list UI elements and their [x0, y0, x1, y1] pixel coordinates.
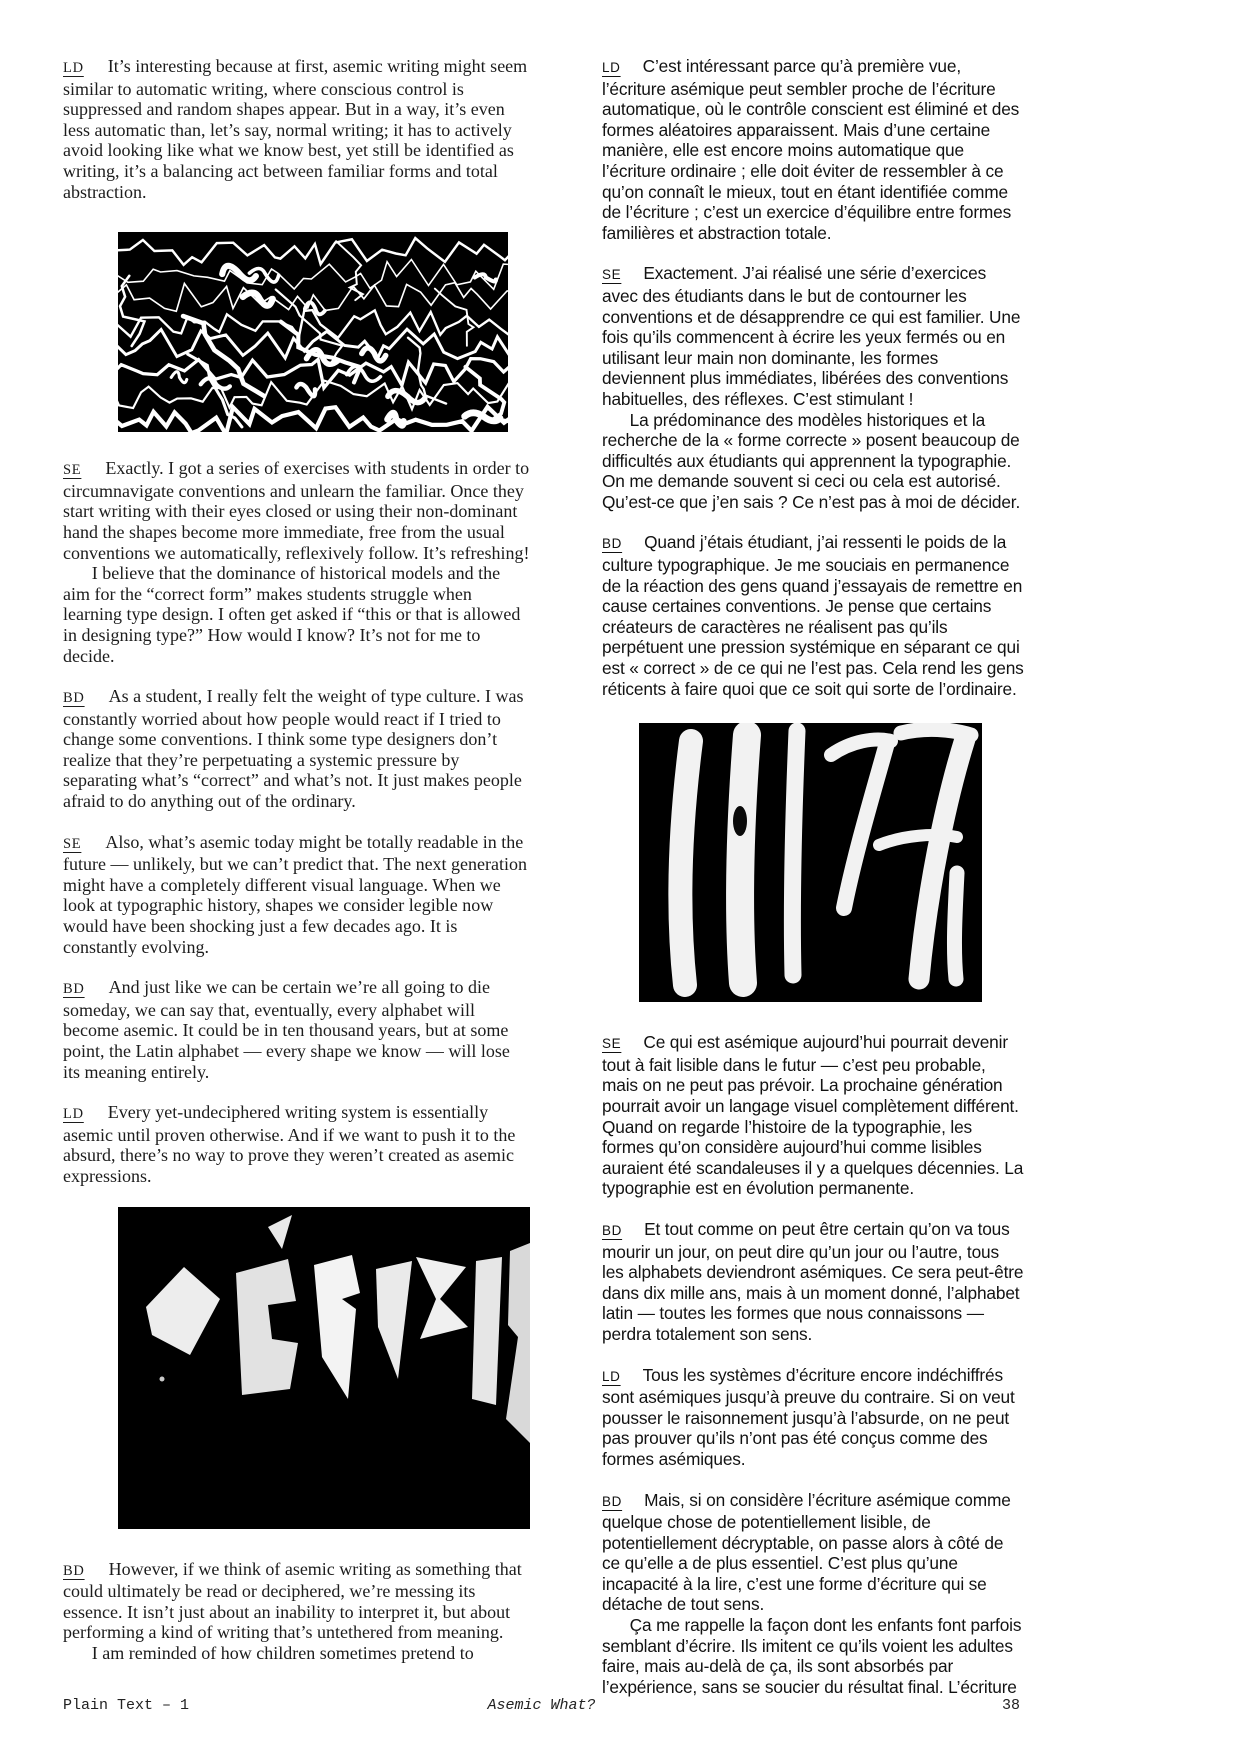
dialogue-continuation: Ça me rappelle la façon dont les enfants font parfois semblant d’écrire. Ils imitent ce qu’ils voient les adultes faire, mais au-delà de ça, ils sont absorbés par l’expérience, sans se soucier du résultat final. L’écriture	[602, 1615, 1022, 1697]
speaker-label: LD	[602, 1368, 621, 1384]
footer-publication-title: Plain Text – 1	[63, 1697, 190, 1714]
dialogue-paragraph	[63, 1102, 530, 1186]
page-footer	[63, 1697, 1020, 1714]
speaker-label: LD	[63, 1106, 84, 1123]
dialogue-continuation: La prédominance des modèles historiques et la recherche de la « forme correcte » posent beaucoup de difficultés aux étudiants qui apprennent la typographie. On me demande souvent si ceci ou cela est autorisé. Qu’est-ce que j’en sais ? Ce n’est pas à moi de décider.	[602, 409, 1021, 512]
dialogue-text: C’est intéressant parce qu’à première vue, l’écriture asémique peut sembler proche de l’écriture automatique, où le contrôle conscient est éliminé et des formes aléatoires apparaissent. Mais d’une certaine manière, elle est encore moins automatique que l’écriture ordinaire ; elle doit éviter de ressembler à ce qu’on connaît le mieux, tout en étant identifiée comme de l’écriture ; c’est un exercice d’équilibre entre formes familières et abstraction totale.	[602, 56, 1020, 243]
dialogue-paragraph	[63, 686, 530, 812]
dialogue-paragraph	[63, 56, 530, 202]
footer-page-number: 38	[1001, 1697, 1020, 1714]
asemic-brush-strokes-figure	[639, 723, 982, 1002]
dialogue-text: However, if we think of asemic writing as something that could ultimately be read or deciphered, we’re messing its essence. It isn’t just about an inability to interpret it, but about performing a kind of writing that’s untethered from meaning.	[63, 1558, 522, 1643]
dialogue-paragraph	[602, 56, 1025, 243]
dialogue-paragraph	[63, 458, 530, 563]
dialogue-text: Mais, si on considère l’écriture asémique comme quelque chose de potentiellement lisible, de potentiellement décryptable, on passe alors à côté de ce qu’elle a de plus essentiel. C’est plus qu’une incapacité à la lire, c’est une forme d’écriture qui se détache de tout sens.	[602, 1489, 1011, 1615]
dialogue-paragraph	[602, 1219, 1025, 1345]
column-english	[63, 56, 530, 1697]
dialogue-text: Also, what’s asemic today might be totally readable in the future — unlikely, but we can’t predict that. The next generation might have a completely different visual language. When we look at typographic history, shapes we consider legible now would have been shocking just a few decades ago. It is constantly evolving.	[63, 831, 528, 957]
asemic-scribble-image	[118, 232, 508, 432]
dialogue-text: Et tout comme on peut être certain qu’on va tous mourir un jour, on peut dire qu’un jour ou l’autre, tous les alphabets deviendront asémiques. Ce sera peut-être dans dix mille ans, mais à un moment donné, l’alphabet latin — toutes les formes que nous connaissons — perdra totalement son sens.	[602, 1218, 1024, 1344]
speaker-label: BD	[602, 1493, 623, 1509]
dialogue-text: Ce qui est asémique aujourd’hui pourrait devenir tout à fait lisible dans le futur — c’est peu probable, mais on ne peut pas prévoir. La prochaine génération pourrait avoir un langage visuel complètement différent. Quand on regarde l’histoire de la typographie, les formes qu’on considère aujourd’hui comme lisibles auraient été scandaleuses il y a quelques décennies. La typographie est en évolution permanente.	[602, 1032, 1024, 1199]
dialogue-text: It’s interesting because at first, asemic writing might seem similar to automatic writing, where conscious control is suppressed and random shapes appear. But in a way, it’s even less automatic than, let’s say, normal writing; it has to actively avoid looking like what we know best, yet still be identified as writing, it’s a balancing act between familiar forms and total abstraction.	[63, 56, 528, 202]
two-column-layout	[63, 56, 1025, 1697]
footer-article-title: Asemic What?	[487, 1697, 596, 1714]
dialogue-paragraph	[602, 1032, 1025, 1199]
dialogue-text: As a student, I really felt the weight of type culture. I was constantly worried about how people would react if I tried to change some conventions. I think some type designers don’t realize that they’re perpetuating a systemic pressure by separating what’s “correct” and what’s not. It just makes people afraid to do anything out of the ordinary.	[63, 686, 524, 812]
speaker-label: SE	[63, 835, 82, 852]
asemic-brush-strokes-image	[639, 723, 982, 1002]
dialogue-continuation: I am reminded of how children sometimes pretend to	[91, 1642, 474, 1663]
speaker-label: LD	[602, 60, 621, 75]
dialogue-paragraph	[602, 263, 1025, 409]
speaker-label: SE	[602, 1036, 622, 1052]
speaker-label: BD	[63, 1562, 85, 1579]
dialogue-paragraph	[602, 1490, 1025, 1616]
dialogue-text: Quand j’étais étudiant, j’ai ressenti le poids de la culture typographique. Je me souciais en permanence de la réaction des gens quand j’essayais de remettre en cause certaines conventions. Je pense que certains créateurs de caractères ne réalisent pas qu’ils perpétuent une pression systémique en séparant ce qui est « correct » de ce qui ne l’est pas. Cela rend les gens réticents à faire quoi que ce soit qui sorte de l’ordinaire.	[602, 532, 1024, 699]
speaker-label: BD	[63, 690, 85, 707]
dialogue-text: And just like we can be certain we’re all going to die someday, we can say that, eventually, every alphabet will become asemic. It could be in ten thousand years, but at some point, the Latin alphabet — every shape we know — will lose its meaning entirely.	[63, 977, 510, 1082]
dialogue-text: Tous les systèmes d’écriture encore indéchiffrés sont asémiques jusqu’à preuve du contraire. Si on veut pousser le raisonnement jusqu’à l’absurde, on ne peut pas prouver qu’ils n’ont pas été conçus comme des formes asémiques.	[602, 1364, 1015, 1469]
dialogue-paragraph	[63, 832, 530, 958]
dialogue-paragraph	[63, 1559, 530, 1643]
speaker-label: BD	[602, 536, 623, 552]
speaker-label: BD	[63, 981, 85, 998]
dialogue-text: Every yet-undeciphered writing system is essentially asemic until proven otherwise. And if we want to push it to the absurd, there’s no way to prove they weren’t created as asemic expressions.	[63, 1102, 516, 1186]
asemic-torn-shapes-image	[118, 1207, 530, 1529]
column-french	[602, 56, 1025, 1697]
speaker-label: SE	[63, 462, 82, 479]
asemic-scribble-figure	[118, 232, 508, 432]
asemic-torn-shapes-figure	[118, 1207, 530, 1529]
speaker-label: BD	[602, 1222, 623, 1238]
dialogue-paragraph	[602, 532, 1025, 699]
dialogue-paragraph	[63, 977, 530, 1082]
dialogue-continuation: I believe that the dominance of historical models and the aim for the “correct form” makes students struggle when learning type design. I often get asked if “this or that is allowed in designing type?” How would I know? It’s not for me to decide.	[63, 563, 521, 666]
dialogue-paragraph	[602, 1365, 1025, 1470]
speaker-label: LD	[63, 60, 84, 76]
dialogue-text: Exactly. I got a series of exercises with students in order to circumnavigate conventions and unlearn the familiar. Once they start writing with their eyes closed or using their non-dominant hand the shapes become more immediate, free from the usual conventions we automatically, reflexively follow. It’s refreshing!	[63, 458, 530, 563]
dialogue-text: Exactement. J’ai réalisé une série d’exercices avec des étudiants dans le but de contourner les conventions et de désapprendre ce qui est familier. Une fois qu’ils commencent à écrire les yeux fermés ou en utilisant leur main non dominante, les formes deviennent plus immédiates, libérées des conventions habituelles, des réflexes. C’est stimulant !	[602, 263, 1021, 409]
speaker-label: SE	[602, 267, 622, 283]
